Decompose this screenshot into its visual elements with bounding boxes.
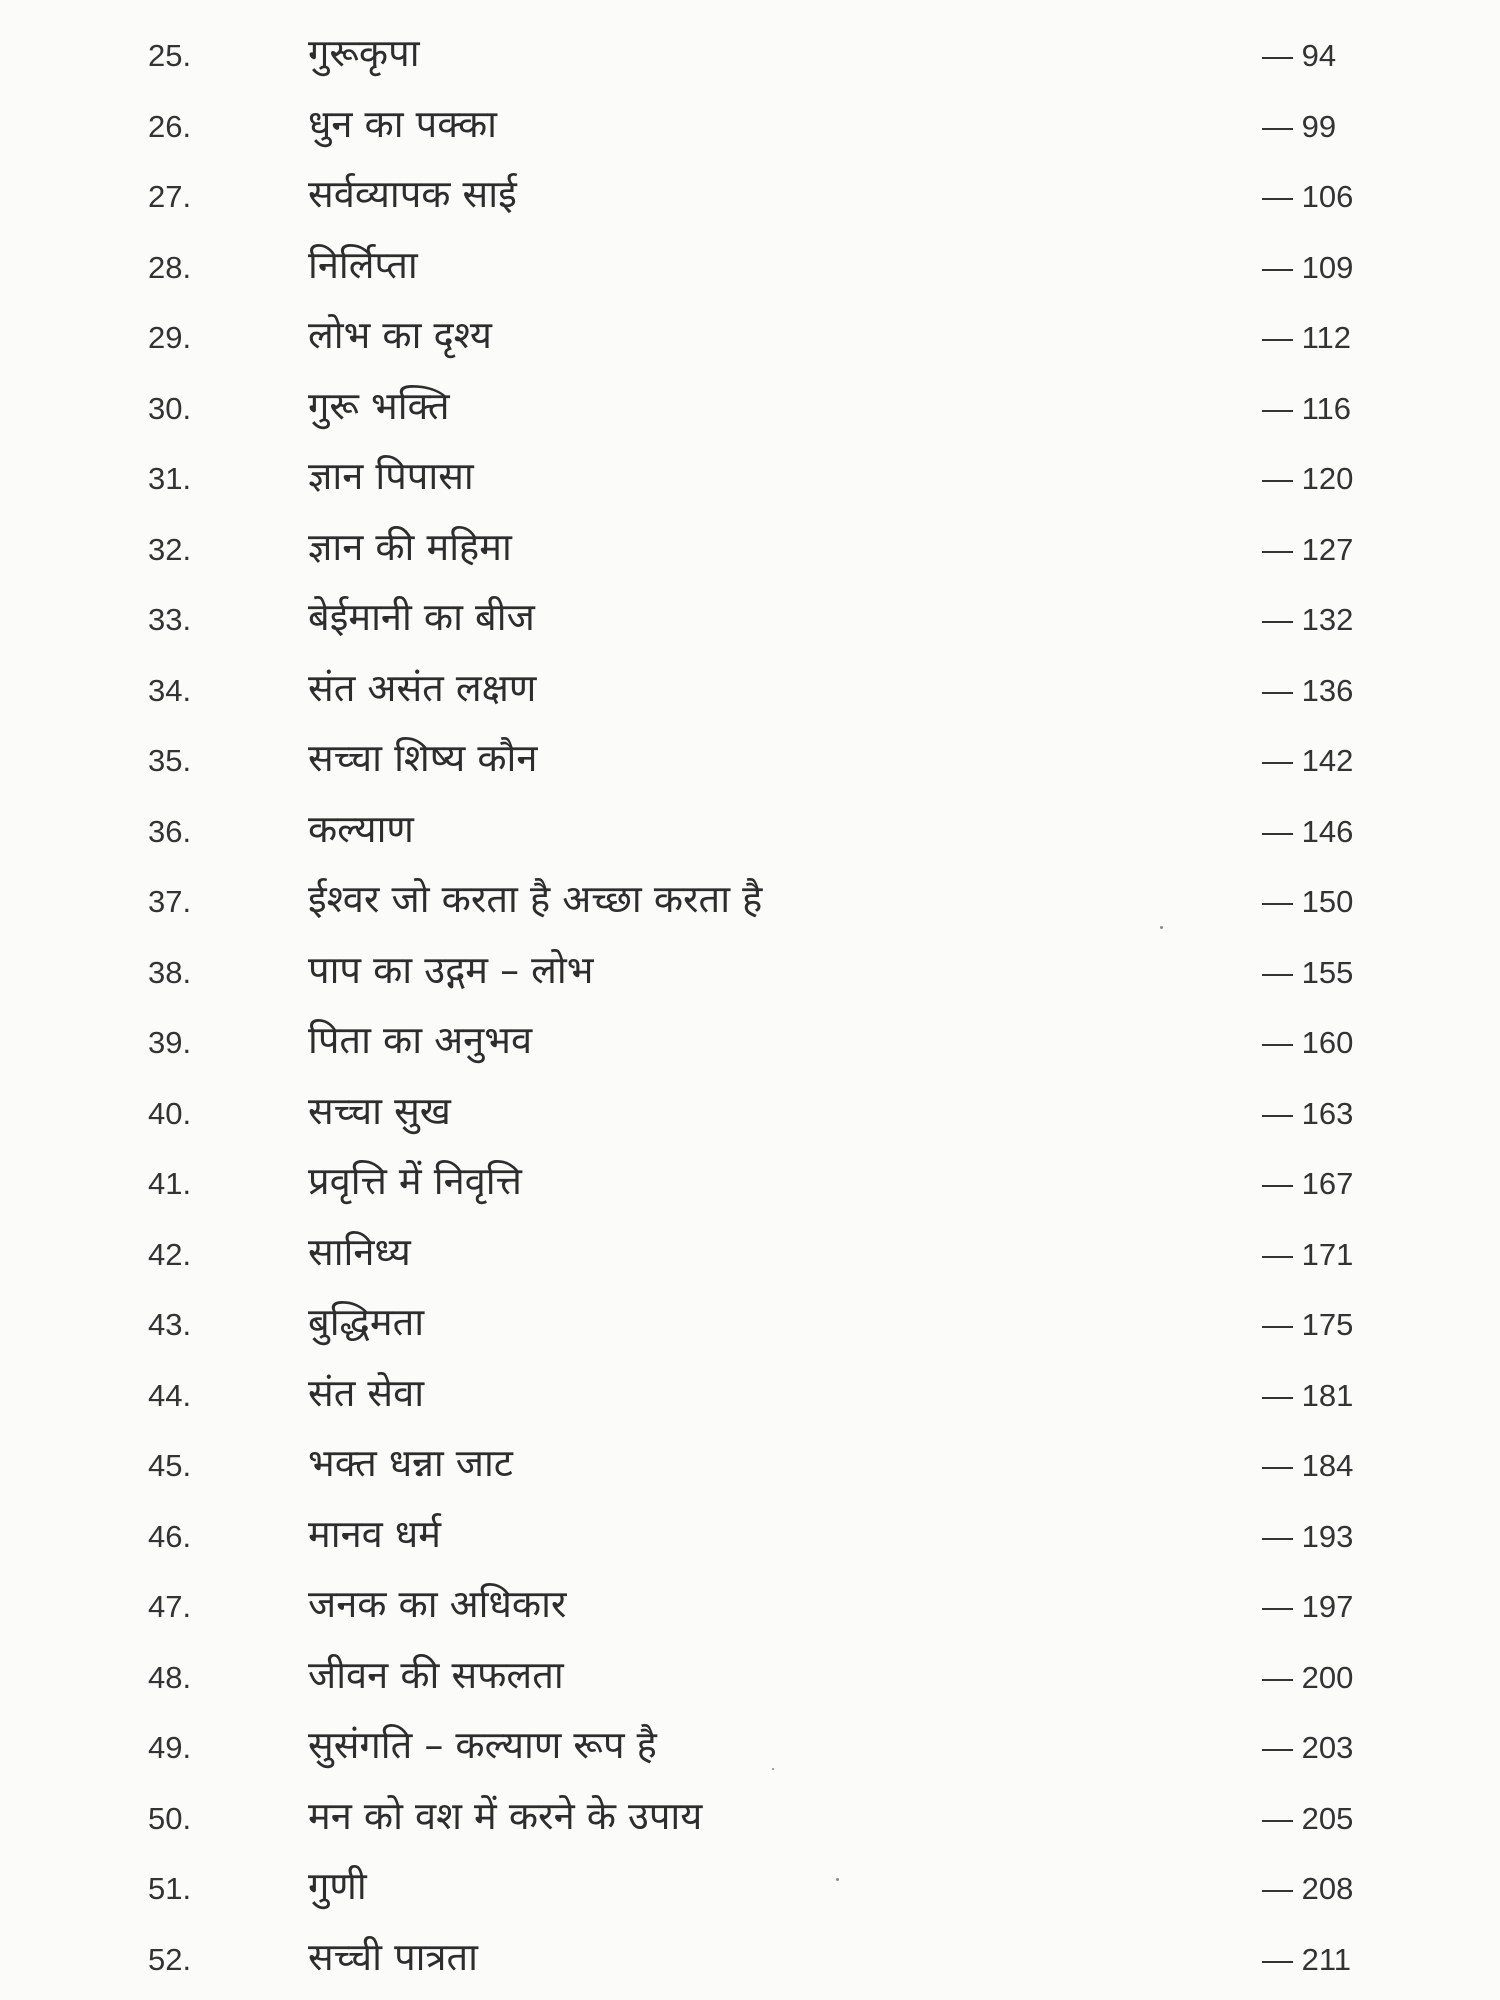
- toc-entry: [0, 234, 1500, 305]
- toc-entry-title: निर्लिप्ता: [308, 242, 418, 287]
- toc-entry-page: — 211: [1262, 1941, 1352, 1977]
- toc-entry-number: 32.: [148, 531, 192, 567]
- toc-entry: [0, 1150, 1500, 1221]
- toc-entry-number: 33.: [148, 602, 192, 637]
- toc-entry-title: सच्चा सुख: [308, 1088, 451, 1133]
- toc-entry-title: पाप का उद्गम – लोभ: [308, 947, 594, 992]
- toc-entry-title: पिता का अनुभव: [308, 1018, 533, 1062]
- toc-entry: [0, 22, 1500, 93]
- toc-entry-number: 35.: [148, 743, 192, 778]
- toc-entry: [0, 1855, 1500, 1926]
- toc-entry: [0, 939, 1500, 1010]
- toc-entry: [0, 93, 1500, 164]
- toc-entry-title: भक्त धन्ना जाट: [308, 1441, 513, 1485]
- paper-speck: [836, 1878, 839, 1881]
- toc-entry: [0, 1714, 1500, 1785]
- toc-entry-number: 40.: [148, 1095, 192, 1131]
- toc-entry-number: 34.: [148, 672, 192, 708]
- toc-entry-page: — 142: [1262, 743, 1354, 778]
- toc-entry-number: 28.: [148, 249, 192, 285]
- toc-entry-page: — 167: [1262, 1166, 1354, 1201]
- toc-entry-number: 52.: [148, 1941, 192, 1977]
- toc-entry: [0, 1080, 1500, 1151]
- toc-entry-title: गुरू भक्ति: [308, 383, 450, 428]
- toc-entry: [0, 516, 1500, 587]
- toc-entry: [0, 304, 1500, 375]
- toc-entry-number: 49.: [148, 1730, 192, 1765]
- toc-entry-number: 37.: [148, 884, 192, 919]
- toc-entry-number: 47.: [148, 1589, 192, 1624]
- toc-entry-page: — 106: [1262, 179, 1354, 214]
- toc-entry-page: — 200: [1262, 1659, 1354, 1695]
- toc-entry: [0, 798, 1500, 869]
- toc-entry: [0, 1926, 1500, 1997]
- toc-entry-page: — 127: [1262, 531, 1354, 567]
- toc-entry-number: 30.: [148, 390, 192, 426]
- toc-entry: [0, 1009, 1500, 1080]
- toc-entry: [0, 163, 1500, 234]
- toc-entry-title: ज्ञान की महिमा: [308, 524, 512, 569]
- toc-entry-page: — 184: [1262, 1448, 1354, 1483]
- paper-speck: [1160, 926, 1163, 929]
- toc-entry: [0, 445, 1500, 516]
- toc-entry-number: 29.: [148, 320, 192, 355]
- toc-entry-title: मानव धर्म: [308, 1511, 441, 1556]
- toc-entry-number: 31.: [148, 461, 192, 496]
- toc-entry-page: — 116: [1262, 390, 1352, 426]
- toc-entry-number: 50.: [148, 1800, 192, 1836]
- toc-entry-number: 39.: [148, 1025, 192, 1060]
- toc-entry-title: संत सेवा: [308, 1370, 425, 1415]
- toc-entry-title: धुन का पक्का: [308, 101, 497, 146]
- toc-entry-number: 27.: [148, 179, 192, 214]
- toc-entry-page: — 203: [1262, 1730, 1354, 1765]
- toc-entry: [0, 727, 1500, 798]
- toc-entry-page: — 120: [1262, 461, 1354, 496]
- toc-entry-title: प्रवृत्ति में निवृत्ति: [308, 1159, 522, 1203]
- toc-entry-title: जनक का अधिकार: [308, 1582, 567, 1626]
- toc-entry: [0, 1432, 1500, 1503]
- toc-entry-page: — 175: [1262, 1307, 1354, 1342]
- table-of-contents: [0, 22, 1500, 1996]
- toc-entry-title: सुसंगति – कल्याण रूप है: [308, 1723, 657, 1767]
- toc-entry-number: 42.: [148, 1236, 192, 1272]
- toc-entry: [0, 1221, 1500, 1292]
- toc-entry-title: मन को वश में करने के उपाय: [308, 1793, 703, 1838]
- toc-entry-page: — 197: [1262, 1589, 1354, 1624]
- toc-entry-page: — 132: [1262, 602, 1354, 637]
- toc-entry-page: — 155: [1262, 954, 1354, 990]
- toc-entry-page: — 193: [1262, 1518, 1354, 1554]
- toc-entry-title: सर्वव्यापक साई: [308, 172, 517, 216]
- toc-entry-number: 25.: [148, 38, 192, 73]
- toc-entry-page: — 146: [1262, 813, 1354, 849]
- toc-entry-title: गुरूकृपा: [308, 31, 420, 75]
- toc-entry-number: 51.: [148, 1871, 192, 1906]
- toc-entry: [0, 1644, 1500, 1715]
- toc-entry: [0, 1503, 1500, 1574]
- toc-entry-number: 44.: [148, 1377, 192, 1413]
- toc-entry: [0, 375, 1500, 446]
- toc-entry-title: संत असंत लक्षण: [308, 665, 537, 710]
- paper-speck: [772, 1768, 774, 1770]
- toc-entry-title: लोभ का दृश्य: [308, 313, 492, 357]
- toc-entry-page: — 94: [1262, 38, 1337, 73]
- toc-entry-title: सच्ची पात्रता: [308, 1934, 478, 1979]
- toc-entry-title: सानिध्य: [308, 1229, 411, 1274]
- toc-entry-page: — 205: [1262, 1800, 1354, 1836]
- toc-entry: [0, 1362, 1500, 1433]
- toc-entry: [0, 1573, 1500, 1644]
- toc-entry-number: 45.: [148, 1448, 192, 1483]
- toc-entry-title: जीवन की सफलता: [308, 1652, 564, 1697]
- toc-entry-page: — 208: [1262, 1871, 1354, 1906]
- toc-entry: [0, 868, 1500, 939]
- toc-entry-page: — 181: [1262, 1377, 1354, 1413]
- toc-entry-page: — 163: [1262, 1095, 1354, 1131]
- toc-entry-title: कल्याण: [308, 806, 414, 851]
- toc-entry-title: बुद्धिमता: [308, 1300, 425, 1344]
- toc-entry: [0, 1785, 1500, 1856]
- toc-entry-title: बेईमानी का बीज: [308, 595, 535, 639]
- toc-entry-title: ईश्वर जो करता है अच्छा करता है: [308, 877, 763, 921]
- toc-entry-title: सच्चा शिष्य कौन: [308, 736, 538, 780]
- toc-entry-number: 38.: [148, 954, 192, 990]
- toc-entry-page: — 160: [1262, 1025, 1354, 1060]
- toc-entry-number: 46.: [148, 1518, 192, 1554]
- toc-entry-number: 41.: [148, 1166, 192, 1201]
- toc-entry-page: — 112: [1262, 320, 1352, 355]
- toc-entry-page: — 171: [1262, 1236, 1354, 1272]
- toc-entry-title: ज्ञान पिपासा: [308, 454, 474, 498]
- toc-entry-page: — 136: [1262, 672, 1354, 708]
- toc-entry: [0, 1291, 1500, 1362]
- toc-entry: [0, 657, 1500, 728]
- toc-entry-page: — 99: [1262, 108, 1337, 144]
- toc-entry-page: — 150: [1262, 884, 1354, 919]
- toc-entry-number: 43.: [148, 1307, 192, 1342]
- toc-entry-number: 26.: [148, 108, 192, 144]
- toc-entry-title: गुणी: [308, 1864, 367, 1908]
- toc-entry-number: 48.: [148, 1659, 192, 1695]
- toc-entry: [0, 586, 1500, 657]
- toc-entry-number: 36.: [148, 813, 192, 849]
- toc-entry-page: — 109: [1262, 249, 1354, 285]
